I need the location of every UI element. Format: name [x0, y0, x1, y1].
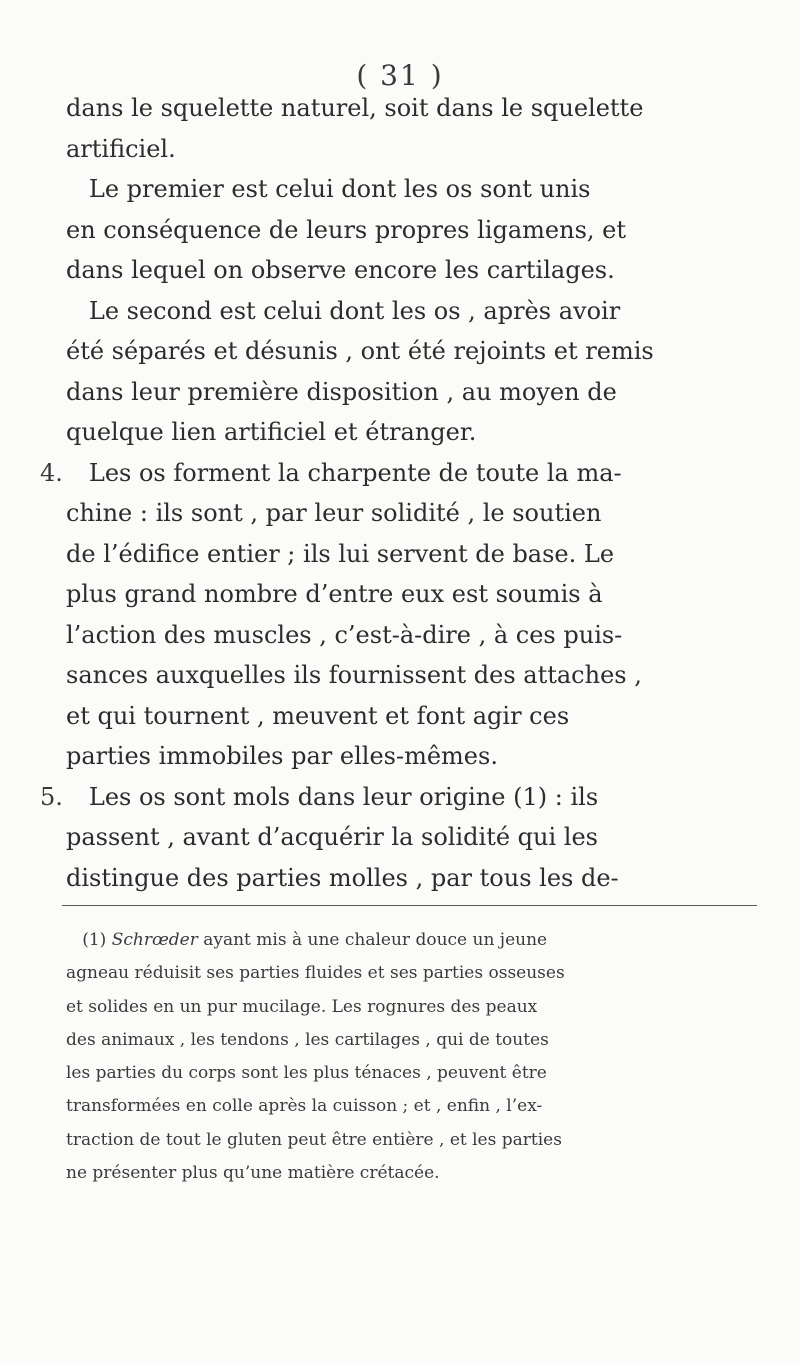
- line-text: Les os forment la charpente de toute la ma-: [66, 458, 622, 487]
- line-text: artificiel.: [66, 134, 176, 163]
- footnote-line: [66, 957, 756, 990]
- footnote-line: [66, 1090, 756, 1123]
- text-line: [66, 129, 756, 170]
- footnote-line: [66, 1124, 756, 1157]
- line-text: distingue des parties molles , par tous les de-: [66, 863, 619, 892]
- footnote-line-text: des animaux , les tendons , les cartilages , qui de toutes: [66, 1029, 549, 1050]
- line-text: sances auxquelles ils fournissent des attaches ,: [66, 661, 642, 689]
- line-text: plus grand nombre d’entre eux est soumis à: [66, 580, 603, 608]
- line-text: parties immobiles par elles-mêmes.: [66, 742, 498, 770]
- line-text: chine : ils sont , par leur solidité , le soutien: [66, 499, 602, 527]
- text-line: [66, 858, 756, 899]
- text-line: [66, 655, 756, 696]
- footnote-line: [66, 1057, 756, 1090]
- footnote-line: [66, 1024, 756, 1057]
- line-text: en conséquence de leurs propres ligamens, et: [66, 215, 626, 244]
- text-line: [40, 453, 756, 494]
- text-line: [66, 696, 756, 737]
- footnote-line-text: ayant mis à une chaleur douce un jeune: [197, 930, 548, 950]
- footnote-line-text: et solides en un pur mucilage. Les rognures des peaux: [66, 996, 538, 1017]
- text-line: [66, 736, 756, 777]
- text-line: [66, 250, 756, 291]
- line-text: été séparés et désunis , ont été rejoints et remis: [66, 337, 654, 365]
- line-text: dans leur première disposition , au moyen de: [66, 377, 617, 406]
- body-text: [40, 88, 756, 898]
- line-text: et qui tournent , meuvent et font agir ces: [66, 701, 570, 730]
- text-line: [66, 412, 756, 453]
- footnote-author: Schrœder: [111, 930, 198, 950]
- footnote-line: [66, 924, 756, 957]
- line-text: dans lequel on observe encore les cartilages.: [66, 256, 615, 284]
- footnote-line-text: ne présenter plus qu’une matière crétacée.: [66, 1163, 440, 1184]
- paragraph-number: 4.: [40, 458, 63, 487]
- text-line: [66, 88, 756, 129]
- text-line: [66, 210, 756, 251]
- line-text: Le second est celui dont les os , après avoir: [66, 296, 621, 325]
- footnote-line-text: agneau réduisit ses parties fluides et ses parties osseuses: [66, 963, 565, 984]
- page-number: ( 31 ): [356, 59, 444, 92]
- text-line: [66, 534, 756, 575]
- footnote-line-text: transformées en colle après la cuisson ; et , enfin , l’ex-: [66, 1096, 543, 1117]
- text-line: [66, 493, 756, 534]
- paragraph-number: 5.: [40, 782, 63, 811]
- text-line: [66, 574, 756, 615]
- footnote: [66, 924, 756, 1190]
- line-text: dans le squelette naturel, soit dans le squelette: [66, 94, 644, 122]
- text-line: [66, 817, 756, 858]
- text-line: [66, 169, 756, 210]
- text-line: [40, 777, 756, 818]
- line-text: de l’édifice entier ; ils lui servent de base. Le: [66, 539, 615, 568]
- footnote-separator-rule: [62, 905, 757, 906]
- text-line: [66, 372, 756, 413]
- line-text: l’action des muscles , c’est-à-dire , à ces puis-: [66, 620, 623, 649]
- line-text: Les os sont mols dans leur origine (1) : ils: [66, 782, 599, 811]
- footnote-line-text: les parties du corps sont les plus ténaces , peuvent être: [66, 1063, 547, 1084]
- text-line: [66, 331, 756, 372]
- line-text: passent , avant d’acquérir la solidité qui les: [66, 823, 598, 851]
- footnote-line: [66, 991, 756, 1024]
- footnote-line-text: traction de tout le gluten peut être entière , et les parties: [66, 1129, 562, 1150]
- text-line: [66, 615, 756, 656]
- text-line: [66, 291, 756, 332]
- line-text: Le premier est celui dont les os sont unis: [66, 175, 591, 203]
- line-text: quelque lien artificiel et étranger.: [66, 418, 477, 446]
- footnote-lead: (1): [66, 930, 112, 950]
- footnote-line: [66, 1157, 756, 1190]
